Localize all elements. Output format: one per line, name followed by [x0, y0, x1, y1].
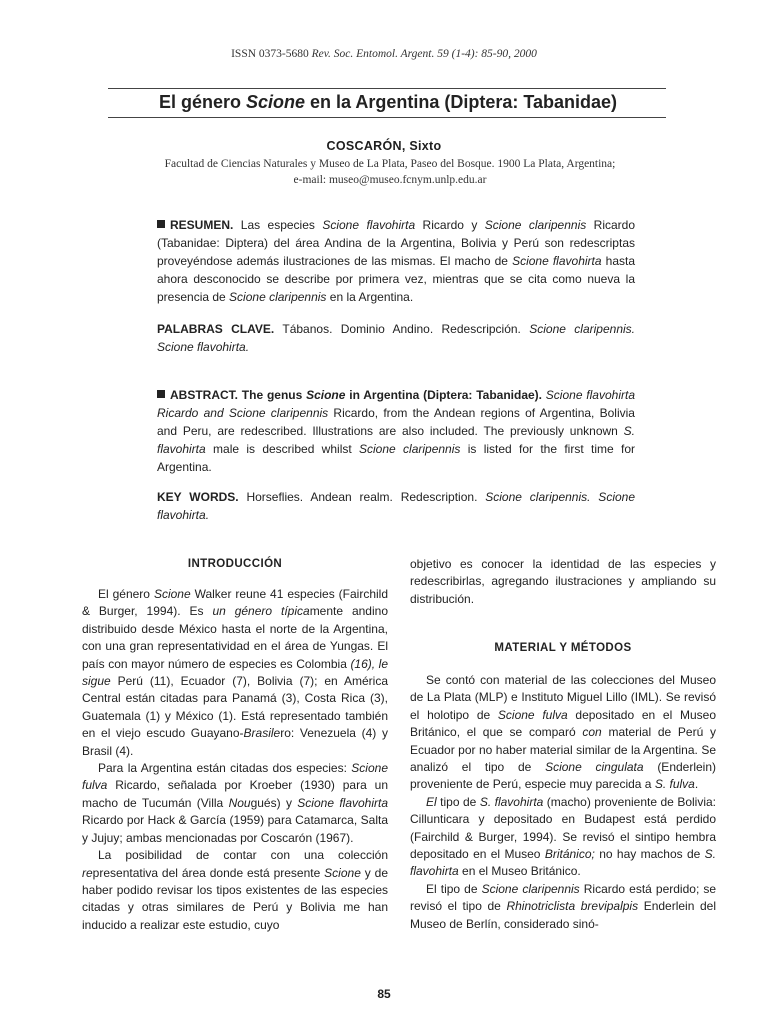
intro-paragraph-3: La posibilidad de contar con una colección representativa del área donde está presente Scione y de haber podido revisar los tipos existentes de las especies citadas y otras similares de Perú y Bolivia me han inducido a realizar este estudio, cuyo — [82, 848, 388, 932]
intro-column — [82, 586, 388, 934]
title-rule-top — [108, 88, 666, 89]
title-rule-bottom — [108, 117, 666, 118]
citation: 59 (1-4): 85-90, 2000 — [437, 48, 537, 60]
issn: ISSN 0373-5680 — [231, 48, 309, 60]
methods-heading: MATERIAL Y MÉTODOS — [494, 642, 632, 654]
square-bullet-icon — [157, 220, 165, 228]
intro-paragraph-1: El género Scione Walker reune 41 especies (Fairchild & Burger, 1994). Es un género típicamente andino distribuido desde México hasta el norte de la Argentina, con una gran representatividad en el área de Yungas. El país con mayor número de especies es Colombia (16), le sigue Perú (11), Ecuador (7), Bolivia (7); en América Central están citadas para Panamá (3), Costa Rica (3), Guatemala (1) y México (1). Está representado también en el viejo escudo Guayano-Brasilero: Venezuela (4) y Brasil (4). — [82, 587, 389, 758]
author-affiliation — [90, 156, 690, 188]
author-name: COSCARÓN, Sixto — [326, 139, 442, 153]
journal-name: Rev. Soc. Entomol. Argent. — [311, 48, 435, 60]
running-header — [0, 48, 768, 60]
resumen-block: RESUMEN. Las especies Scione flavohirta Ricardo y Scione claripennis Ricardo (Tabanidae: Diptera) del área Andina de la Argentina, Bolivia y Perú son redescriptas proveyéndose además ilustraciones de las mismas. El macho de Scione flavohirta hasta ahora desconocido se describe por primera vez, mientras que se cita como nueva la presencia de Scione claripennis en la Argentina. — [157, 218, 636, 304]
methods-paragraph-2: El tipo de S. flavohirta (macho) proveniente de Bolivia: Cillunticara y depositado en Budapest está perdido (Fairchild & Burger, 1994). Se revisó el sintipo hembra depositado en el Museo Británico; no hay machos de S. flavohirta en el Museo Británico. — [410, 794, 717, 879]
article-title: El género Scione en la Argentina (Diptera: Tabanidae) — [158, 92, 618, 112]
affiliation-text: Facultad de Ciencias Naturales y Museo de La Plata, Paseo del Bosque. 1900 La Plata, Argentina; — [164, 158, 616, 170]
square-bullet-icon — [157, 390, 165, 398]
resumen-label: RESUMEN. — [170, 218, 234, 232]
key-words: KEY WORDS. Horseflies. Andean realm. Redescription. Scione claripennis. Scione flavohirta. — [157, 490, 636, 522]
methods-paragraph-1: Se contó con material de las colecciones del Museo de La Plata (MLP) e Instituto Miguel Lillo (IML). Se revisó el holotipo de Scione fulva depositado en el Museo Británico, el que se comparó con material de Perú y Ecuador por no haber material similar de la Argentina. Se analizó el tipo de Scione cingulata (Enderlein) proveniente de Perú, especie muy parecida a S. fulva. — [410, 673, 717, 792]
palabras-clave: PALABRAS CLAVE. Tábanos. Dominio Andino. Redescripción. Scione claripennis. Scione flavohirta. — [157, 322, 635, 354]
intro-heading: INTRODUCCIÓN — [187, 558, 283, 570]
methods-column — [410, 672, 716, 933]
abstract-label: ABSTRACT. The genus Scione in Argentina (Diptera: Tabanidae). — [170, 388, 542, 402]
author-email: e-mail: museo@museo.fcnym.unlp.edu.ar — [293, 174, 487, 186]
abstract-block: ABSTRACT. The genus Scione in Argentina (Diptera: Tabanidae). Scione flavohirta Ricardo and Scione claripennis Ricardo, from the Andean regions of Argentina, Bolivia and Peru, are redescribed. Illustrations are also included. The previously unknown S. flavohirta male is described whilst Scione claripennis is listed for the first time for Argentina. — [157, 388, 635, 474]
intro-paragraph-2: Para la Argentina están citadas dos especies: Scione fulva Ricardo, señalada por Kroeber (1930) para un macho de Tucumán (Villa Nougués) y Scione flavohirta Ricardo por Hack & García (1959) para Catamarca, Salta y Jujuy; ambas mencionadas por Coscarón (1967). — [82, 761, 389, 845]
intro-continuation-text: objetivo es conocer la identidad de las especies y redescribirlas, agregando ilustraciones y ampliando su distribución. — [410, 557, 716, 606]
intro-continuation — [410, 556, 716, 608]
keywords-label: KEY WORDS. — [157, 490, 239, 504]
methods-paragraph-3: El tipo de Scione claripennis Ricardo está perdido; se revisó el tipo de Rhinotriclista brevipalpis Enderlein del Museo de Berlín, considerado sinó- — [410, 881, 717, 931]
page-number: 85 — [377, 987, 391, 1001]
palabras-label: PALABRAS CLAVE. — [157, 322, 275, 336]
